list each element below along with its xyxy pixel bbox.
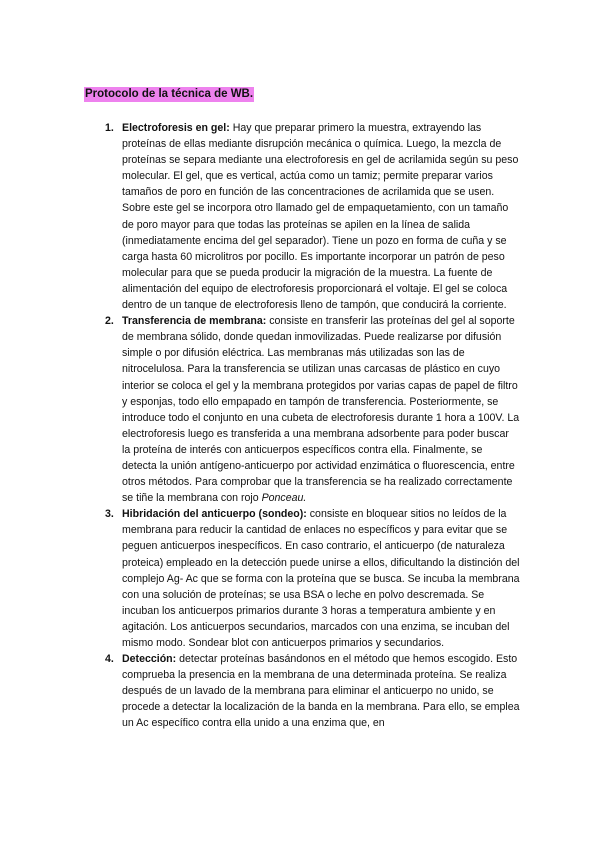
list-item [84, 651, 520, 731]
document-title: Protocolo de la técnica de WB. [85, 88, 254, 100]
protocol-steps-list [84, 120, 520, 732]
list-item [84, 313, 520, 506]
step-body: consiste en bloquear sitios no leídos de la membrana para reducir la cantidad de enlaces no específicos y para evitar que se peguen anticuerpos inespecíficos. En caso contrario, el anticuerpo (de naturaleza proteica) empleado en la detección puede unirse a ellos, dificultando la distinción del complejo Ag- Ac que se forma con la proteína que se busca. Se incuba la membrana con una solución de proteínas; se usa BSA o leche en polvo descremada. Se incuban los anticuerpos primarios durante 3 horas a temperatura ambiente y en agitación. Los anticuerpos secundarios, marcados con una enzima, se incuban del mismo modo. Sondear blot con anticuerpos primarios y secundarios. [122, 508, 520, 649]
step-number: 3. [105, 508, 114, 521]
step-number: 4. [105, 653, 114, 666]
step-body: Hay que preparar primero la muestra, extrayendo las proteínas de ellas mediante disrupción mecánica o química. Luego, la mezcla de proteínas se separa mediante una electroforesis en gel de acrilamida según su peso molecular. El gel, que es vertical, actúa como un tamiz; permite preparar varios tamaños de poro en función de las concentraciones de acrilamida que se usen. Sobre este gel se incorpora otro llamado gel de empaquetamiento, con un tamaño de poro mayor para que todas las proteínas se apilen en la línea de salida (inmediatamente encima del gel separador). Tiene un pozo en forma de cuña y se carga hasta 60 microlitros por pocillo. Es importante incorporar un patrón de peso molecular para que se pueda producir la migración de la muestra. La fuente de alimentación del equipo de electroforesis proporcionará el voltaje. El gel se coloca dentro de un tanque de electroforesis lleno de tampón, que conducirá la corriente. [122, 122, 519, 312]
step-heading: Hibridación del anticuerpo (sondeo): [122, 508, 307, 521]
step-body: consiste en transferir las proteínas del gel al soporte de membrana sólido, donde quedan inmovilizadas. Puede realizarse por difusión simple o por difusión eléctrica. Las membranas más utilizadas son las de nitrocelulosa. Para la transferencia se utilizan unas carcasas de plástico en cuyo interior se coloca el gel y la membrana protegidos por varias capas de papel de filtro y esponjas, todo ello empapado en tampón de transferencia. Posteriormente, se introduce todo el conjunto en una cubeta de electroforesis durante 1 hora a 100V. La electroforesis luego es transferida a una membrana adsorbente para poder buscar la proteína de interés con anticuerpos específicos contra ella. Finalmente, se detecta la unión antígeno-anticuerpo por actividad enzimática o fluorescencia, entre otros métodos. Para comprobar que la transferencia se ha realizado correctamente se tiñe la membrana con rojo [122, 315, 520, 505]
step-number: 1. [105, 122, 114, 134]
step-italic-tail: Ponceau. [261, 492, 307, 505]
step-heading: Transferencia de membrana: [122, 315, 267, 328]
list-item [84, 120, 520, 313]
list-item [84, 506, 520, 651]
step-body: detectar proteínas basándonos en el método que hemos escogido. Esto comprueba la presencia en la membrana de una determinada proteína. Se realiza después de un lavado de la membrana para eliminar el anticuerpo no unido, se procede a detectar la localización de la banda en la membrana. Para ello, se emplea un Ac específico contra ella unido a una enzima que, en [122, 653, 520, 730]
step-number: 2. [105, 315, 114, 328]
step-heading: Electroforesis en gel: [122, 122, 230, 134]
step-heading: Detección: [122, 653, 177, 666]
